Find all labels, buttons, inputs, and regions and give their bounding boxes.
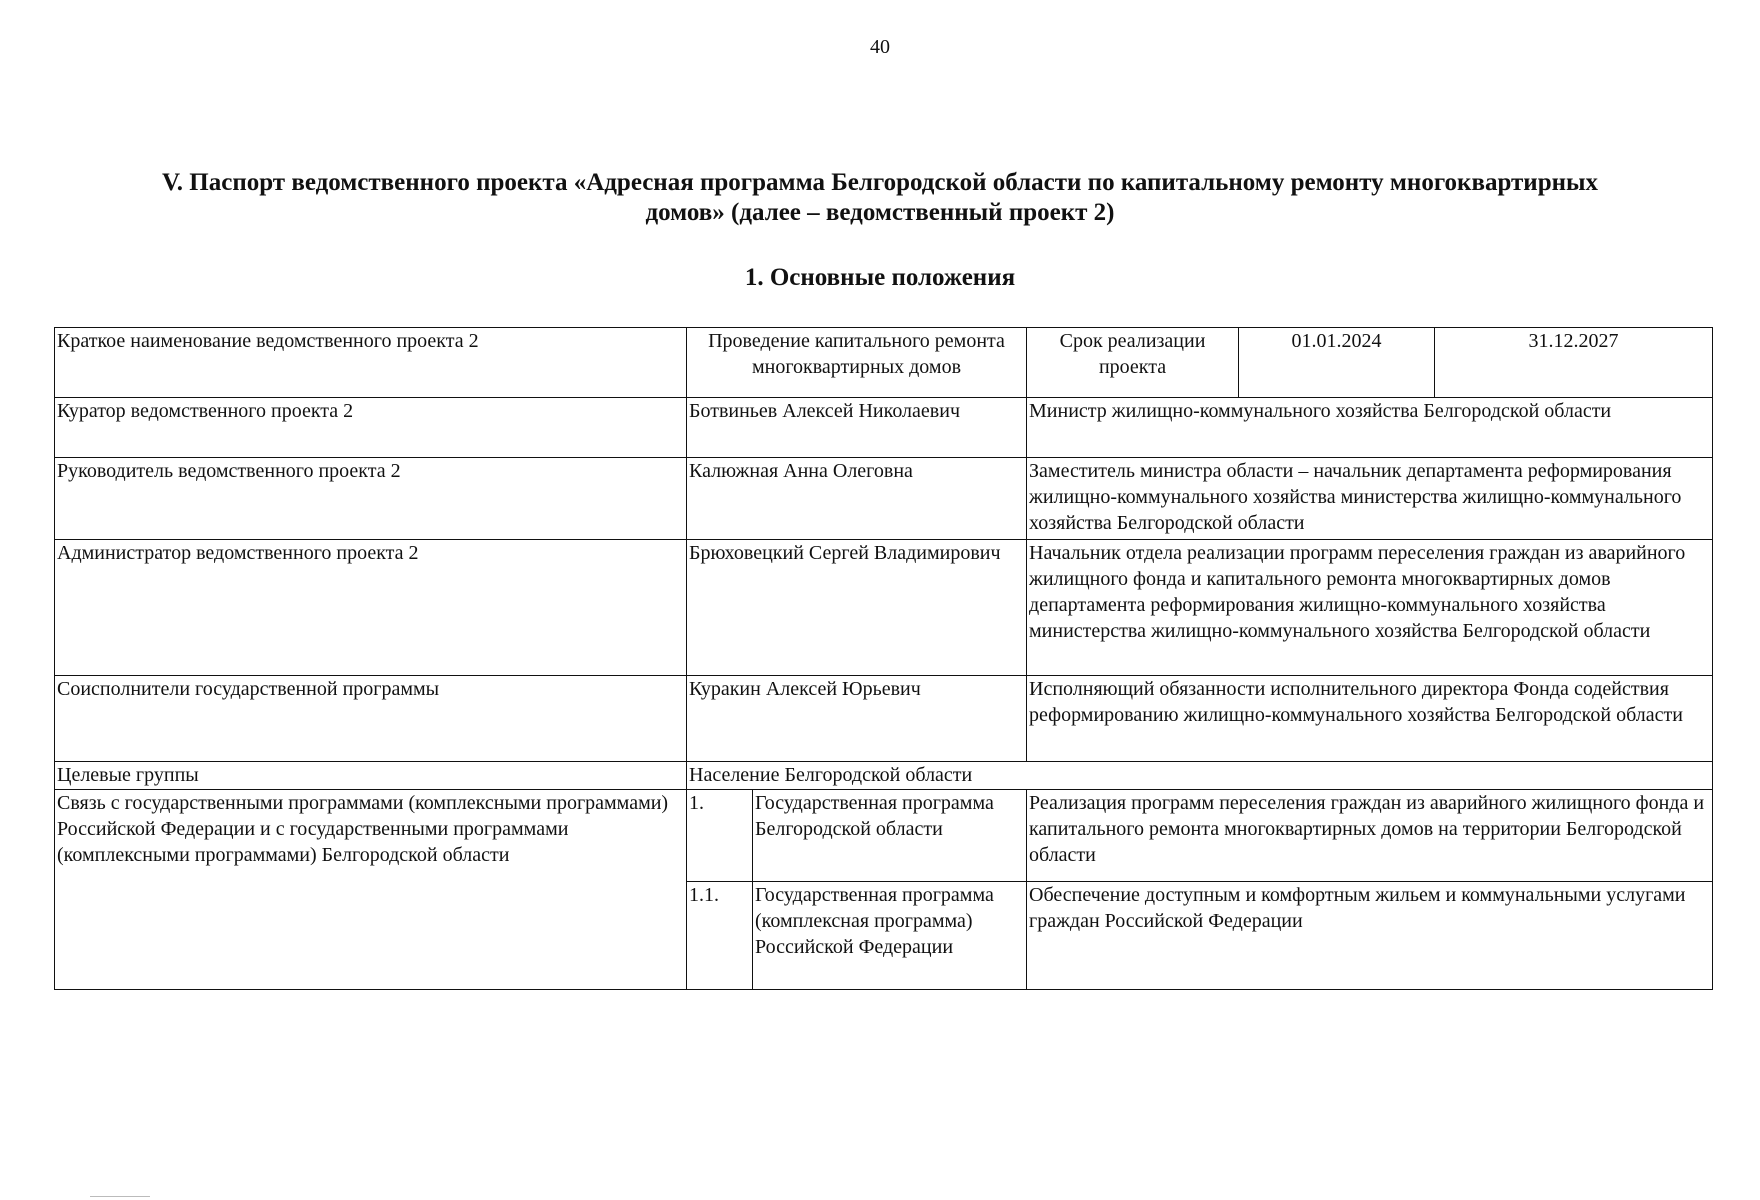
target-groups-label: Целевые группы bbox=[55, 762, 687, 790]
table-row-short-name bbox=[55, 328, 1713, 398]
document-title bbox=[60, 168, 1700, 228]
program-link-type: Государственная программа (комплексная программа) Российской Федерации bbox=[753, 882, 1027, 990]
administrator-name: Брюховецкий Сергей Владимирович bbox=[687, 540, 1027, 676]
program-link-type: Государственная программа Белгородской области bbox=[753, 790, 1027, 882]
table-row-co-executors bbox=[55, 676, 1713, 762]
program-links-label: Связь с государственными программами (комплексными программами) Российской Федерации и с государственными программами (комплексными программами) Белгородской области bbox=[55, 790, 687, 990]
table-row-head bbox=[55, 458, 1713, 540]
co-executors-name: Куракин Алексей Юрьевич bbox=[687, 676, 1027, 762]
section-title: 1. Основные положения bbox=[744, 264, 1016, 291]
table-row-curator bbox=[55, 398, 1713, 458]
co-executors-label: Соисполнители государственной программы bbox=[55, 676, 687, 762]
document-title-line-2: домов» (далее – ведомственный проект 2) bbox=[645, 199, 1115, 226]
page-number: 40 bbox=[870, 36, 890, 58]
target-groups-value: Население Белгородской области bbox=[687, 762, 1713, 790]
curator-label: Куратор ведомственного проекта 2 bbox=[55, 398, 687, 458]
program-link-name: Реализация программ переселения граждан из аварийного жилищного фонда и капитального ремонта многоквартирных домов на территории Белгородской области bbox=[1027, 790, 1713, 882]
project-passport-table bbox=[54, 327, 1713, 990]
head-position: Заместитель министра области – начальник департамента реформирования жилищно-коммунального хозяйства министерства жилищно-коммунального хозяйства Белгородской области bbox=[1027, 458, 1713, 540]
start-date: 01.01.2024 bbox=[1239, 328, 1435, 398]
administrator-label: Администратор ведомственного проекта 2 bbox=[55, 540, 687, 676]
program-link-number: 1. bbox=[687, 790, 753, 882]
program-link-name: Обеспечение доступным и комфортным жильем и коммунальными услугами граждан Российской Федерации bbox=[1027, 882, 1713, 990]
curator-name: Ботвиньев Алексей Николаевич bbox=[687, 398, 1027, 458]
curator-position: Министр жилищно-коммунального хозяйства Белгородской области bbox=[1027, 398, 1713, 458]
end-date: 31.12.2027 bbox=[1435, 328, 1713, 398]
program-link-number: 1.1. bbox=[687, 882, 753, 990]
scan-artifact-line bbox=[90, 1196, 150, 1197]
table-row-administrator bbox=[55, 540, 1713, 676]
document-title-line-1: V. Паспорт ведомственного проекта «Адресная программа Белгородской области по капитальному ремонту многоквартирных bbox=[161, 169, 1599, 196]
term-label: Срок реализации проекта bbox=[1027, 328, 1239, 398]
short-name-label: Краткое наименование ведомственного проекта 2 bbox=[55, 328, 687, 398]
table-row-program-link-1 bbox=[55, 790, 1713, 882]
short-name-value: Проведение капитального ремонта многоквартирных домов bbox=[687, 328, 1027, 398]
administrator-position: Начальник отдела реализации программ переселения граждан из аварийного жилищного фонда и капитального ремонта многоквартирных домов департамента реформирования жилищно-коммунального хозяйства министерства жилищно-коммунального хозяйства Белгородской области bbox=[1027, 540, 1713, 676]
co-executors-position: Исполняющий обязанности исполнительного директора Фонда содействия реформированию жилищно-коммунального хозяйства Белгородской области bbox=[1027, 676, 1713, 762]
head-label: Руководитель ведомственного проекта 2 bbox=[55, 458, 687, 540]
head-name: Калюжная Анна Олеговна bbox=[687, 458, 1027, 540]
table-row-target-groups bbox=[55, 762, 1713, 790]
